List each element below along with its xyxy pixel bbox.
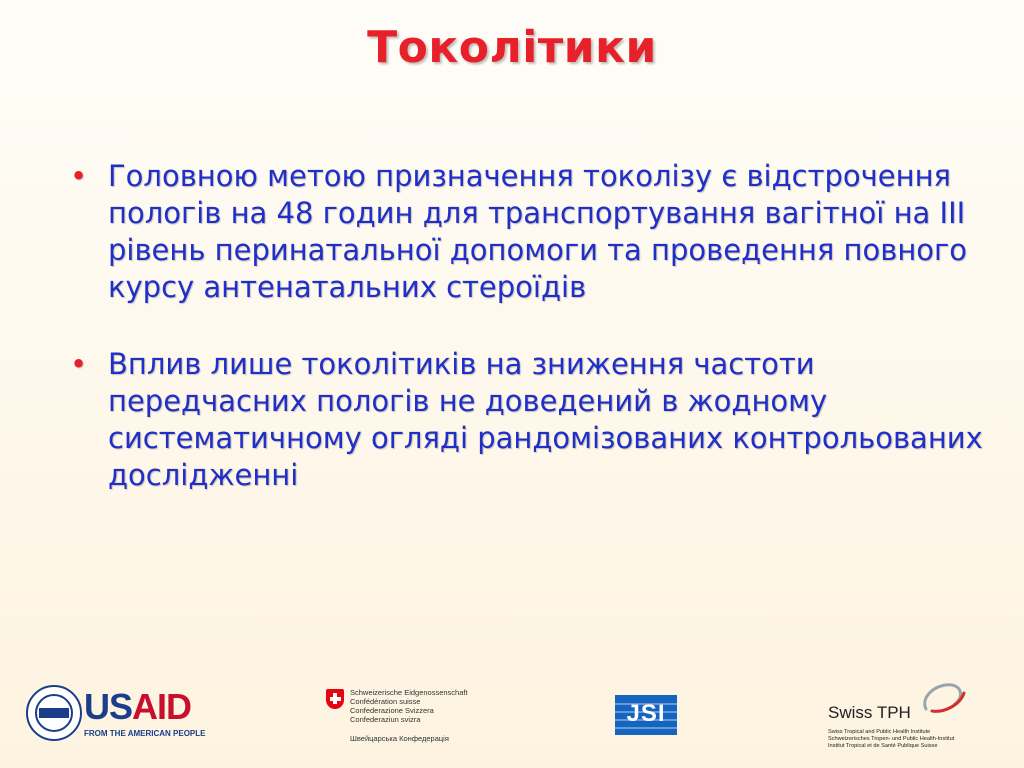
- slide-title: Токолітики: [367, 22, 657, 73]
- swiss-name-lines: Schweizerische Eidgenossenschaft Confédération suisse Confederazione Svizzera Confederaziun svizra: [350, 688, 468, 724]
- usaid-seal-icon: [26, 685, 82, 741]
- jsi-logo: JSI: [615, 695, 677, 735]
- bullet-dot-icon: •: [70, 347, 88, 381]
- bullet-item: [70, 158, 990, 306]
- usaid-tagline: FROM THE AMERICAN PEOPLE: [84, 729, 206, 738]
- swiss-tph-logo: [828, 679, 1008, 759]
- bullet-dot-icon: •: [70, 159, 88, 193]
- usaid-logo: [26, 685, 206, 745]
- bullet-item: [70, 346, 990, 494]
- swiss-flag-icon: [326, 689, 344, 709]
- tph-wordmark: Swiss TPH: [828, 703, 911, 722]
- swiss-ukrainian-name: Швейцарська Конфедерація: [350, 734, 449, 743]
- tph-swoosh-icon: [918, 679, 968, 715]
- tph-name-lines: Swiss Tropical and Public Health Institute Schweizerisches Tropen- und Public Health-Institut Institut Tropical et de Santé Publique Suisse: [828, 729, 955, 749]
- bullet-text: Вплив лише токолітиків на зниження частоти передчасних пологів не доведений в жодному систематичному огляді рандомізованих контрольованих дослідженні: [108, 347, 983, 492]
- bullet-list: [70, 158, 990, 534]
- swiss-confederation-logo: [326, 689, 506, 759]
- usaid-wordmark: USAID: [84, 686, 192, 727]
- bullet-text: Головною метою призначення токолізу є відстрочення пологів на 48 годин для транспортування вагітної на III рівень перинатальної допомоги та проведення повного курсу антенатальних стероїдів: [108, 159, 968, 304]
- logo-footer: [0, 675, 1024, 768]
